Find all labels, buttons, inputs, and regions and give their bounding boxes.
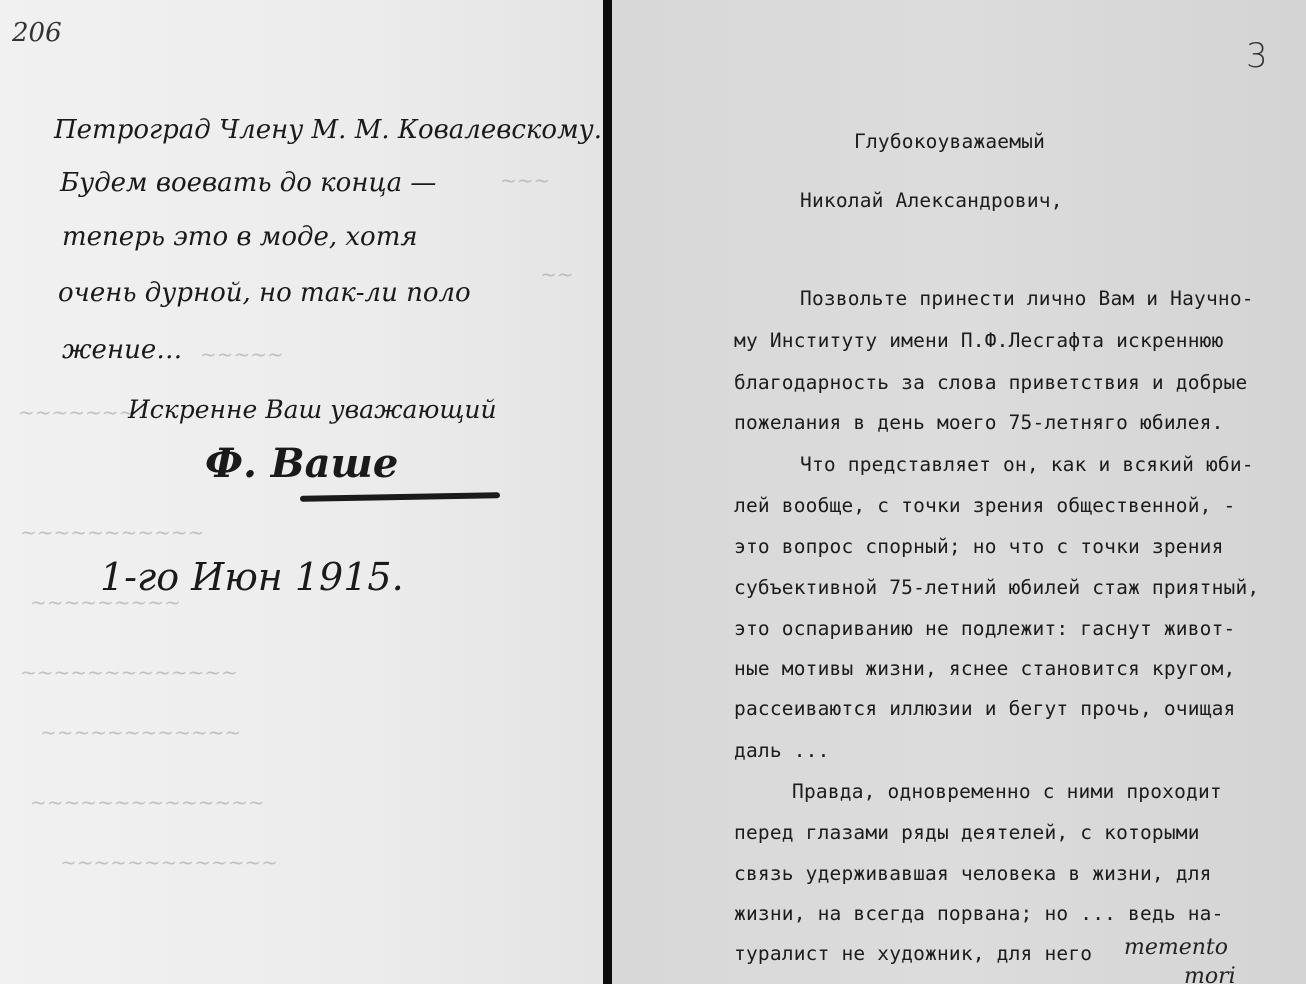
signature: Ф. Ваше bbox=[205, 440, 399, 487]
right-page bbox=[612, 0, 1306, 984]
page-number: 3 bbox=[1246, 36, 1268, 76]
salutation-line: Глубокоуважаемый bbox=[854, 130, 1046, 153]
left-page: 206 ~~~ ~~ ~~~~~ ~~~~~~~ ~~~~~~~~~~~ ~~~~~~~~~ ~~~~~~~~~~~~~ ~~~~~~~~~~~~ ~~~~~~~~~~~~~~ ~~~~~~~~~~~~~ Петроград Члену М. М. Ковалевскому. Будем воевать до конца — теперь это в моде, хотя очень дурной, но так-ли поло жение… Искренне Ваш уважающий Ф. Ваше 1-го Июн 1915. bbox=[0, 0, 603, 984]
text-line: Правда, одновременно с ними проходит bbox=[792, 780, 1222, 803]
text-line: даль ... bbox=[734, 739, 830, 762]
text-line: субъективной 75-летний юбилей стаж приятный, bbox=[734, 576, 1260, 599]
text-line: туралист не художник, для него bbox=[734, 942, 1093, 965]
text-line: Что представляет он, как и всякий юби- bbox=[800, 453, 1254, 476]
signature-underline bbox=[300, 492, 500, 501]
handwritten-line: очень дурной, но так-ли поло bbox=[58, 278, 471, 308]
date-line: 1-го Июн 1915. bbox=[100, 555, 404, 599]
text-line: рассеиваются иллюзии и бегут прочь, очищая bbox=[734, 697, 1236, 720]
handwritten-line: жение… bbox=[62, 335, 183, 365]
text-line: му Институту имени П.Ф.Лесгафта искреннюю bbox=[734, 329, 1224, 352]
text-line: благодарность за слова приветствия и добрые bbox=[734, 371, 1248, 394]
text-line: Позвольте принести лично Вам и Научно- bbox=[800, 287, 1254, 310]
text-line: ные мотивы жизни, яснее становится кругом, bbox=[734, 657, 1236, 680]
handwritten-insert: memento bbox=[1124, 935, 1229, 960]
handwritten-line: Будем воевать до конца — bbox=[60, 168, 437, 198]
page-gutter bbox=[603, 0, 612, 984]
folio-number: 206 bbox=[12, 18, 62, 48]
text-line: пожелания в день моего 75-летняго юбилея. bbox=[734, 411, 1224, 434]
handwritten-insert: mori bbox=[1184, 964, 1236, 984]
handwritten-line: теперь это в моде, хотя bbox=[62, 222, 418, 252]
addressee-name: Николай Александрович, bbox=[800, 189, 1063, 212]
text-line: перед глазами ряды деятелей, с которыми bbox=[734, 821, 1200, 844]
text-line: жизни, на всегда порвана; но ... ведь на- bbox=[734, 902, 1224, 925]
text-line: лей вообще, с точки зрения общественной, - bbox=[734, 494, 1236, 517]
text-line: это оспариванию не подлежит: гаснут живот- bbox=[734, 617, 1236, 640]
handwritten-line: Петроград Члену М. М. Ковалевскому. bbox=[54, 115, 602, 145]
text-line: связь удерживавшая человека в жизни, для bbox=[734, 862, 1212, 885]
text-line: это вопрос спорный; но что с точки зрения bbox=[734, 535, 1224, 558]
closing-line: Искренне Ваш уважающий bbox=[128, 395, 497, 424]
